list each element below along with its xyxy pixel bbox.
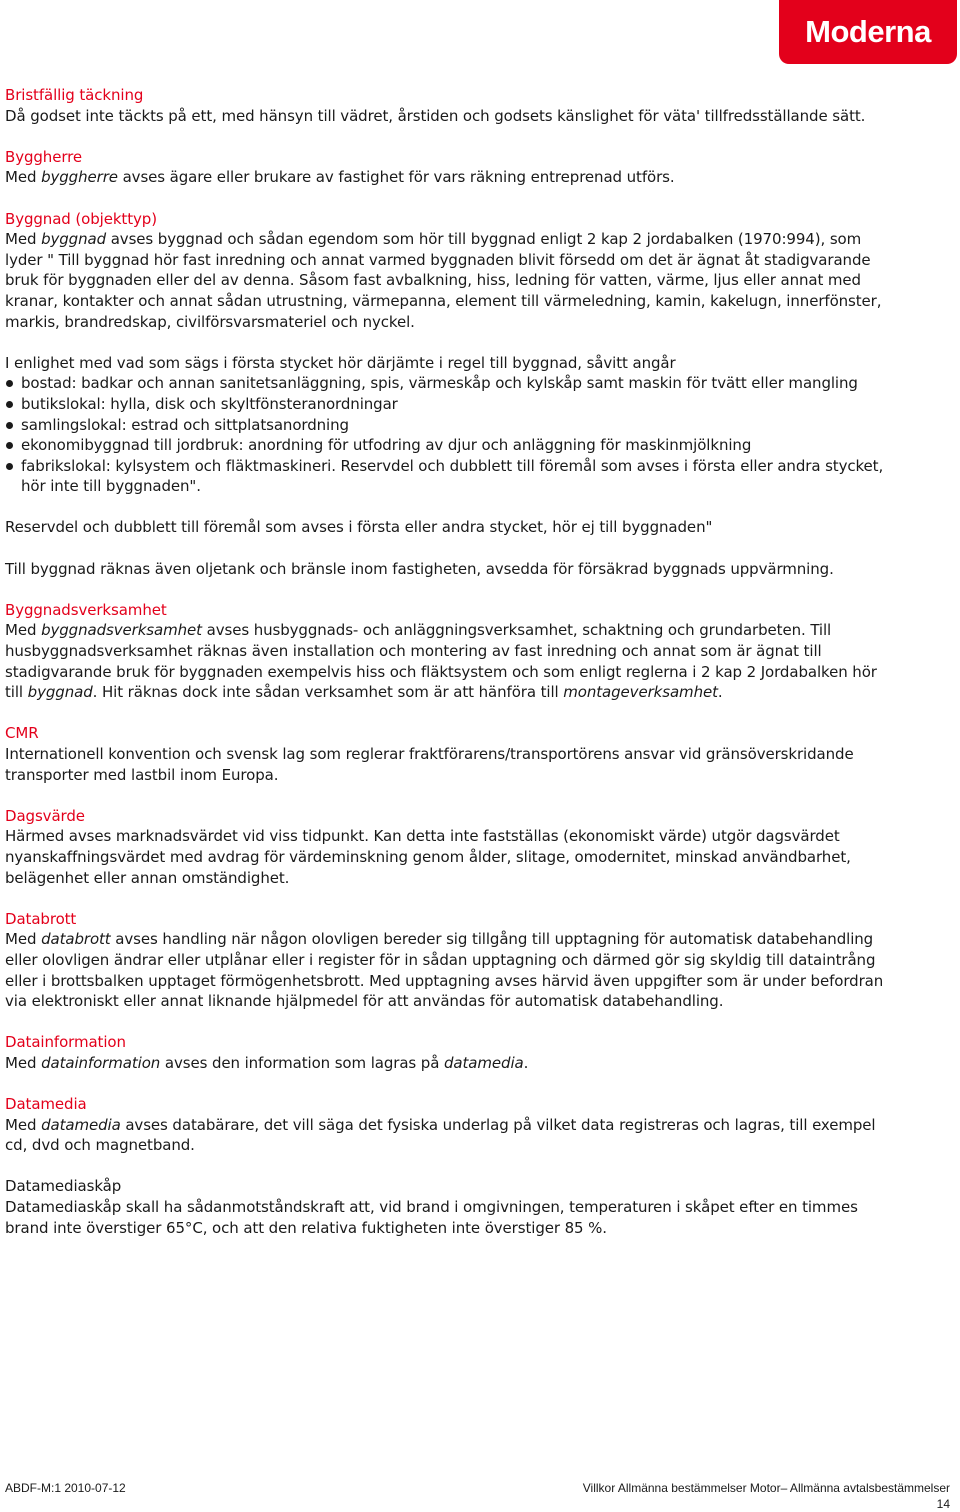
section-text: Med databrott avses handling när någon olovligen bereder sig tillgång till upptagning för automatisk databehandling eller olovligen ändrar eller utplånar eller i register för in sådan upptagning och därmed gör sig skyldig till dataintrång eller i brottsbalken upptaget förmögenhetsbrott. Med upptagning avses härvid även uppgifter som är under befordran via elektroniskt eller annat liknande hjälpmedel för att användas för automatisk databehandling. xyxy=(5,930,884,1011)
list-item: butikslokal: hylla, disk och skyltfönsteranordningar xyxy=(5,394,885,415)
section-text: Med datainformation avses den information som lagras på datamedia. xyxy=(5,1053,529,1072)
section-databrott xyxy=(5,909,885,1012)
section-heading: Datamediaskåp xyxy=(5,1177,122,1196)
section-heading: Byggnadsverksamhet xyxy=(5,600,167,619)
list-item: ekonomibyggnad till jordbruk: anordning för utfodring av djur och anläggning för maskinmjölkning xyxy=(5,435,885,456)
section-text: Med byggnadsverksamhet avses husbyggnads- och anläggningsverksamhet, schaktning och grundarbeten. Till husbyggnadsverksamhet räknas även installation och montering av fast inredning och annat som är ägnat till stadigvarande bruk för byggnaden exempelvis hiss och fläktsystem och som enligt reglerna i 2 kap 2 Jordabalken hör till byggnad. Hit räknas dock inte sådan verksamhet som är att hänföra till montageverksamhet. xyxy=(5,621,877,702)
section-text: Då godset inte täckts på ett, med hänsyn till vädret, årstiden och godsets känslighet för väta' tillfredsställande sätt. xyxy=(5,106,866,125)
logo-text: Moderna xyxy=(805,14,931,49)
section-bristfallig-tackning xyxy=(5,85,885,126)
section-datamedia xyxy=(5,1094,885,1156)
section-byggnad-list xyxy=(5,353,885,497)
list-item: bostad: badkar och annan sanitetsanläggning, spis, värmeskåp och kylskåp samt maskin för tvätt eller mangling xyxy=(5,373,885,394)
section-datainformation xyxy=(5,1032,885,1073)
footer-document-id: ABDF-M:1 2010-07-12 xyxy=(5,1481,126,1495)
list-intro: I enlighet med vad som sägs i första stycket hör därjämte i regel till byggnad, såvitt angår xyxy=(5,353,676,372)
section-heading: Bristfällig täckning xyxy=(5,86,144,104)
section-dagsvarde xyxy=(5,806,885,888)
section-text: Med byggnad avses byggnad och sådan egendom som hör till byggnad enligt 2 kap 2 jordabalken (1970:994), som lyder " Till byggnad hör fast inredning och annat varmed byggnaden blivit försedd om det är ägnat åt stadigvarande bruk för byggnaden eller del av denna. Såsom fast avbalkning, hiss, ledning för vatten, värme, ljus eller annat med kranar, kontakter och annat sådan utrustning, värmepanna, element till värmeledning, kamin, kakelugn, innerfönster, markis, brandredskap, civilförsvarsmateriel och nyckel. xyxy=(5,230,882,331)
section-oljetank xyxy=(5,559,885,580)
section-heading: Byggherre xyxy=(5,147,83,166)
section-text: Reservdel och dubblett till föremål som avses i första eller andra stycket, hör ej till byggnaden" xyxy=(5,518,713,537)
bullet-list xyxy=(5,373,885,497)
moderna-logo xyxy=(779,0,957,64)
section-byggnad xyxy=(5,209,885,333)
section-byggnadsverksamhet xyxy=(5,600,885,703)
list-item: fabrikslokal: kylsystem och fläktmaskineri. Reservdel och dubblett till föremål som avses i första eller andra stycket, hör inte till byggnaden". xyxy=(5,456,885,497)
section-reservdel xyxy=(5,517,885,538)
section-heading: Datainformation xyxy=(5,1033,126,1052)
section-heading: Dagsvärde xyxy=(5,806,85,825)
section-heading: Byggnad (objekttyp) xyxy=(5,209,157,228)
section-text: Med datamedia avses databärare, det vill säga det fysiska underlag på vilket data registreras och lagras, till exempel cd, dvd och magnetband. xyxy=(5,1115,876,1155)
footer-title: Villkor Allmänna bestämmelser Motor– Allmänna avtalsbestämmelser xyxy=(582,1481,950,1495)
section-text: Internationell konvention och svensk lag som reglerar fraktförarens/transportörens ansvar vid gränsöverskridande transporter med lastbil inom Europa. xyxy=(5,745,854,784)
section-cmr xyxy=(5,723,885,785)
section-text: Med byggherre avses ägare eller brukare av fastighet för vars räkning entreprenad utförs. xyxy=(5,168,675,187)
document-body xyxy=(5,85,885,1259)
section-heading: Datamedia xyxy=(5,1095,87,1114)
section-text: Datamediaskåp skall ha sådanmotståndskraft att, vid brand i omgivningen, temperaturen i skåpet efter en timmes brand inte överstiger 65°C, och att den relativa fuktigheten inte överstiger 85 %. xyxy=(5,1198,858,1237)
section-byggherre xyxy=(5,147,885,188)
section-heading: CMR xyxy=(5,724,39,743)
section-text: Härmed avses marknadsvärdet vid viss tidpunkt. Kan detta inte fastställas (ekonomiskt värde) utgör dagsvärdet nyanskaffningsvärdet med avdrag för värdeminskning genom ålder, slitage, omodernitet, minskad användbarhet, belägenhet eller annan omständighet. xyxy=(5,827,851,887)
section-text: Till byggnad räknas även oljetank och bränsle inom fastigheten, avsedda för försäkrad byggnads uppvärmning. xyxy=(5,559,834,578)
list-item: samlingslokal: estrad och sittplatsanordning xyxy=(5,415,885,436)
section-heading: Databrott xyxy=(5,909,77,928)
page-number: 14 xyxy=(936,1497,950,1511)
section-datamediaskap xyxy=(5,1176,885,1238)
